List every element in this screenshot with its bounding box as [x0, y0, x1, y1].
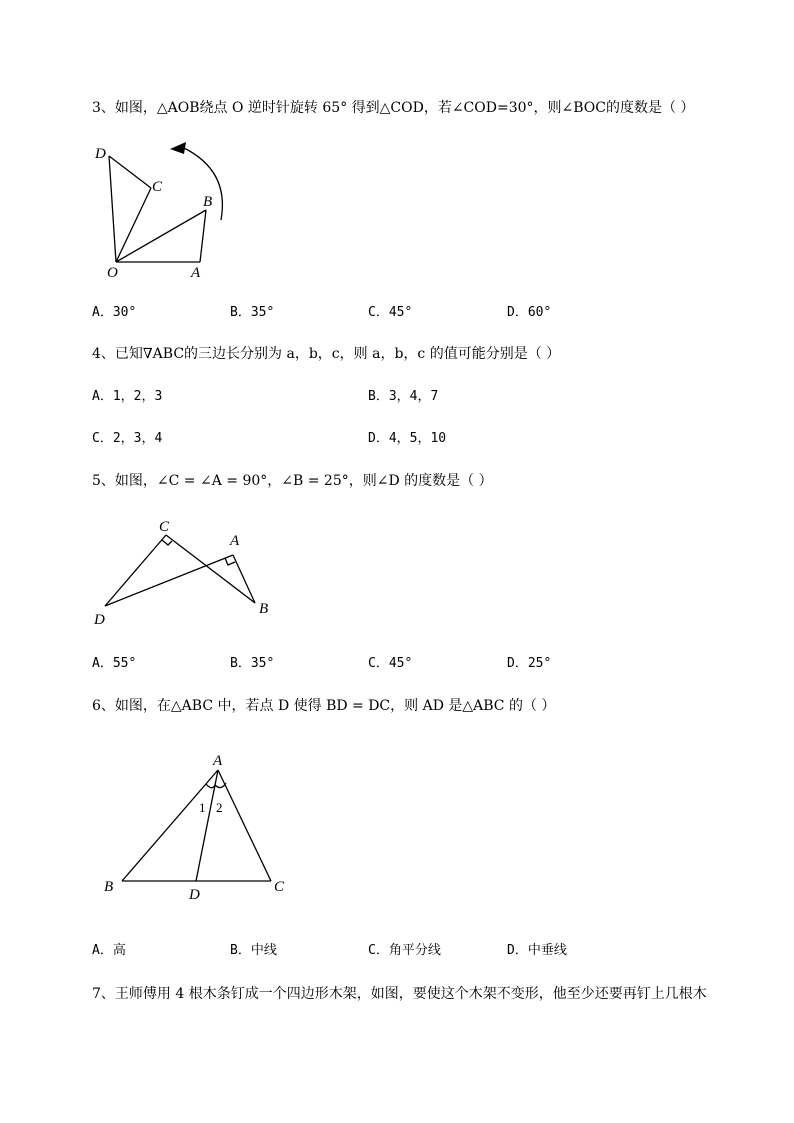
q6-option-c: C．角平分线: [368, 943, 441, 958]
question-4-text: 4、已知∇ABC的三边长分别为 a，b，c，则 a，b，c 的值可能分别是（ ）: [92, 346, 561, 362]
label-A: A: [230, 533, 240, 549]
q5-option-c: C．45°: [368, 656, 413, 671]
label-C: C: [152, 179, 163, 195]
label-C: C: [159, 519, 170, 535]
label-O: O: [107, 265, 118, 281]
q4-option-d: D．4，5，10: [368, 431, 447, 446]
label-D: D: [94, 612, 105, 628]
label-B: B: [259, 601, 269, 617]
question-3-figure: [90, 135, 240, 285]
question-3-text: 3、如图，△AOB绕点 O 逆时针旋转 65° 得到△COD，若∠COD=30°，则∠BOC的度数是（ ）: [92, 100, 695, 116]
q3-option-c: C．45°: [368, 305, 413, 320]
segment-BA: [200, 210, 206, 262]
q6-option-b: B．中线: [230, 943, 277, 958]
segment-OC: [116, 188, 151, 262]
segment-AB: [233, 555, 255, 603]
question-6-text: 6、如图，在△ABC 中，若点 D 使得 BD = DC，则 AD 是△ABC 的（ ）: [92, 698, 556, 714]
label-D: D: [95, 146, 106, 162]
angle-arc-1: [206, 784, 215, 788]
angle-label-1: 1: [199, 800, 206, 815]
right-angle-mark-A: [225, 558, 235, 565]
q4-option-c: C．2，3，4: [92, 431, 163, 446]
label-D: D: [189, 887, 200, 903]
segment-DC: [109, 156, 151, 188]
segment-AB: [122, 770, 218, 881]
q4-option-a: A．1，2，3: [92, 389, 163, 404]
q3-option-b: B．35°: [230, 305, 275, 320]
question-7-text: 7、王师傅用 4 根木条钉成一个四边形木架，如图，要使这个木架不变形，他至少还要再钉上几根木: [92, 986, 707, 1002]
segment-DA: [105, 555, 233, 606]
q5-option-a: A．55°: [92, 656, 137, 671]
segment-CB: [166, 535, 255, 603]
segment-DC: [105, 535, 166, 606]
question-5-figure: [90, 512, 280, 630]
right-angle-mark-C: [162, 540, 172, 545]
label-A: A: [213, 753, 223, 769]
label-B: B: [104, 879, 114, 895]
q5-option-d: D．25°: [507, 656, 552, 671]
q6-option-a: A．高: [92, 943, 126, 958]
segment-OD: [109, 156, 116, 262]
q5-option-b: B．35°: [230, 656, 275, 671]
label-B: B: [203, 194, 213, 210]
label-A: A: [191, 265, 201, 281]
question-5-text: 5、如图，∠C = ∠A = 90°，∠B = 25°，则∠D 的度数是（ ）: [92, 473, 493, 489]
label-C: C: [274, 879, 285, 895]
rotation-arrowhead-icon: [170, 142, 186, 154]
q6-option-d: D．中垂线: [507, 943, 567, 958]
q3-option-d: D．60°: [507, 305, 552, 320]
segment-AC: [218, 770, 271, 881]
question-6-figure: [95, 745, 305, 910]
segment-OB: [116, 210, 206, 262]
angle-label-2: 2: [216, 800, 223, 815]
q4-option-b: B．3，4，7: [368, 389, 439, 404]
q3-option-a: A．30°: [92, 305, 137, 320]
